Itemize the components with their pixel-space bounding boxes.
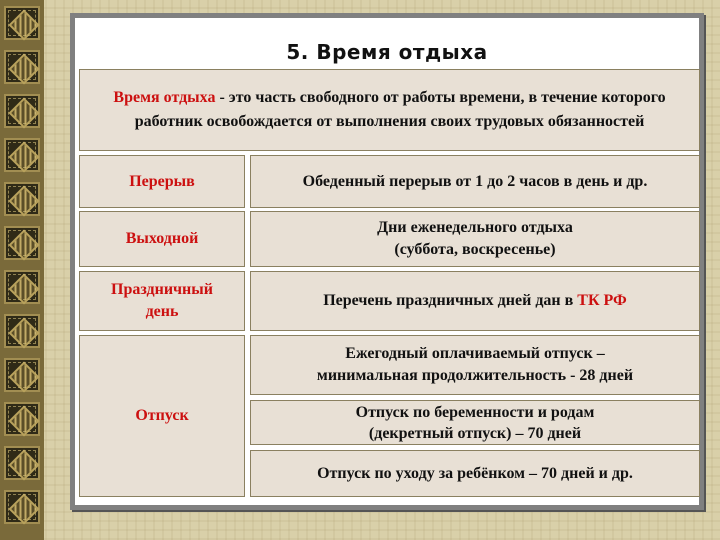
vacation-childcare: Отпуск по уходу за ребёнком – 70 дней и др.	[250, 450, 700, 497]
definition-text	[94, 86, 685, 134]
description-line: (суббота, воскресенье)	[394, 241, 556, 258]
vacation-line: минимальная продолжительность - 28 дней	[316, 367, 634, 384]
description-day-off	[250, 211, 700, 267]
ornament-tile-icon	[4, 490, 40, 524]
description-text: Перечень праздничных дней дан в	[323, 292, 578, 309]
vacation-line: (декретный отпуск) – 70 дней	[368, 424, 582, 442]
definition-body: - это часть свободного от работы времени, в течение которого работник освобождается от выполнения своих трудовых обязанностей	[134, 89, 666, 130]
category-holiday	[79, 271, 245, 331]
ornament-tile-icon	[4, 402, 40, 436]
vacation-annual	[250, 335, 700, 395]
vacation-line: Ежегодный оплачиваемый отпуск –	[345, 345, 605, 362]
definition-term: Время отдыха	[113, 89, 216, 106]
description-holiday	[250, 271, 700, 331]
ornament-tile-icon	[4, 358, 40, 392]
category-line: день	[145, 303, 179, 320]
slide-content-frame	[70, 13, 704, 510]
ornament-tile-icon	[4, 270, 40, 304]
category-line: Праздничный	[111, 281, 213, 298]
ornament-tile-icon	[4, 314, 40, 348]
category-day-off: Выходной	[79, 211, 245, 267]
vacation-line: Отпуск по беременности и родам	[355, 403, 595, 421]
decorative-ornament-strip	[0, 0, 44, 540]
category-break: Перерыв	[79, 155, 245, 208]
category-vacation: Отпуск	[79, 335, 245, 497]
ornament-tile-icon	[4, 138, 40, 172]
ornament-tile-icon	[4, 50, 40, 84]
ornament-tile-icon	[4, 94, 40, 128]
ornament-tile-icon	[4, 182, 40, 216]
vacation-maternity	[250, 400, 700, 445]
ornament-tile-icon	[4, 446, 40, 480]
ornament-tile-icon	[4, 226, 40, 260]
labor-code-reference: ТК РФ	[577, 292, 627, 309]
ornament-tile-icon	[4, 6, 40, 40]
definition-box	[79, 69, 700, 151]
description-line: Дни еженедельного отдыха	[377, 219, 573, 236]
slide-title: 5. Время отдыха	[286, 40, 488, 64]
description-break: Обеденный перерыв от 1 до 2 часов в день и др.	[250, 155, 700, 208]
